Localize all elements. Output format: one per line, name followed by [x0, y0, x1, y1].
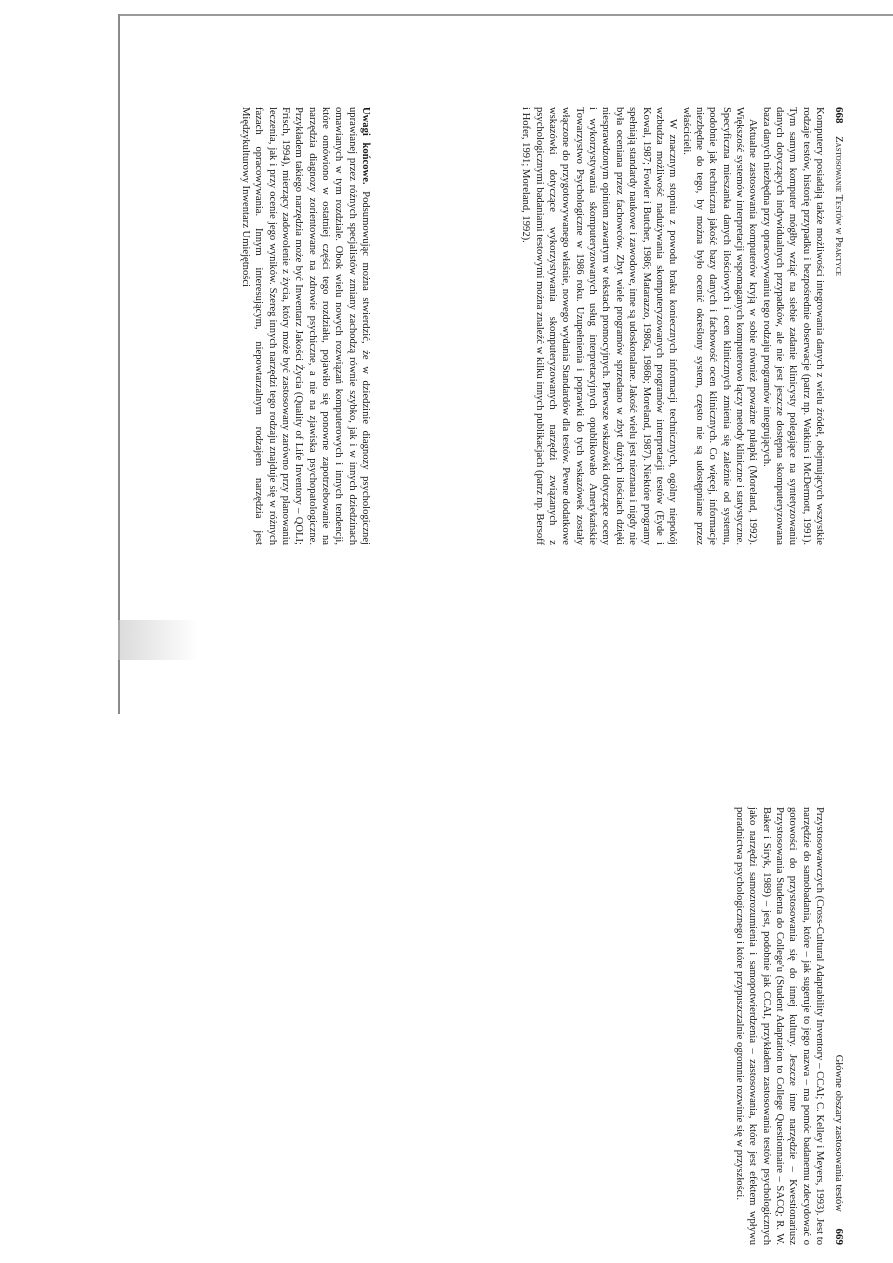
scan-frame-left-edge [118, 14, 120, 714]
scan-binding-shadow [118, 620, 198, 660]
right-page-number: 669 [833, 1228, 845, 1245]
closing-text: Podsumowując można stwierdzić, że w dziedzinie diagnozy psychologicznej uprawianej przez różnych specjalistów zmiany zachodzą równie szybko, jak i w innych dziedzinach omawianych w tym rozdziale. Obok wielu nowych rozwiązań komputerowych i innych tendencji, które omówiono w ostatniej części tego rozdziału, pojawiło się ponowne zapotrzebowanie na narzędzia diagnozy zorientowane na zdrowie psychiczne, a nie na zjawiska psychopatologiczne. Przykładem takiego narzędzia może być Inwentarz Jakości Życia (Quality of Life Inventory – QOLI; Frisch, 1994), mierzący zadowolenie z życia, który może być zastosowany zarówno przy planowaniu leczenia, jak i przy ocenie jego wyników. Szereg innych narzędzi tego rodzaju znajduje się w różnych fazach opracowywania. Innym interesującym, niepowtarzalnym rodzajem narzędzia jest Międzykulturowy Inwentarz Umiejętności [239, 107, 371, 545]
paragraph: Komputery posiadają także możliwości integrowania danych z wielu źródeł, obejmujących wszystkie rodzaje testów, historię przypadku i bezpośrednie obserwacje (patrz np. Watkins i McDermott, 1991). Tym samym komputer mógłby wziąć na siebie zadanie klinicysty polegające na syntetyzowaniu danych dotyczących indywidualnych przypadków, ale nie jest jeszcze dostępna skomputeryzowana baza danych niezbędna przy opracowywaniu tego rodzaju programów integrujących. [760, 107, 825, 545]
right-page-body [733, 807, 826, 1245]
left-page-body [519, 107, 826, 545]
paragraph: W znacznym stopniu z powodu braku koniecznych informacji technicznych, ogólny niepokój wzbudza możliwość nadużywania skomputeryzowanych programów interpretacji testów (Eyde i Kowal, 1987; Fowler i Butcher, 1986; Matarazzo, 1986a, 1986b; Moreland, 1987). Niektóre programy spełniają standardy naukowe i zawodowe, inne są udoskonalane. Jakość wielu jest nieznana i nigdy nie była oceniana przez fachowców. Zbyt wiele programów sprzedano w zbyt dużych ilościach dzięki niesprawdzonym opiniom zawartym w tekstach promocyjnych. Pierwsze wskazówki dotyczące oceny i wykorzystywania skomputeryzowanych usług interpretacyjnych opublikowało Amerykańskie Towarzystwo Psychologiczne w 1986 roku. Uzupełnienia i poprawki do tych wskazówek zostały włączone do przygotowywanego właśnie, nowego wydania Standardów dla testów. Pewne dodatkowe wskazówki dotyczące wykorzystywania skomputeryzowanych narzędzi związanych z psychologicznymi badaniami testowymi można znaleźć w kilku innych publikacjach (patrz np. Bersoff i Hofer, 1991; Moreland, 1992). [520, 107, 679, 545]
paragraph: Aktualne zastosowania komputerów kryją w sobie również poważne pułapki (Moreland, 1992). Większość systemów interpretacji wspomaganych komputerowo łączy metody kliniczne i statystyczne. Specyficzna mieszanka danych ilościowych i ocen klinicznych zmienia się zależnie od systemu, podobnie jak techniczna jakość bazy danych i fachowość ocen klinicznych. Co więcej, informacje niezbędne do tego, by można było ocenić określony system, często nie są udostępniane przez właścicieli. [680, 107, 759, 545]
closing-heading: Uwagi końcowe. [360, 107, 371, 185]
right-running-head: Główne obszary zastosowania testów [833, 1054, 844, 1212]
closing-paragraph [239, 107, 372, 545]
scan-frame-top-edge [118, 14, 893, 16]
left-page-number: 668 [833, 107, 845, 124]
left-page-header [831, 107, 846, 507]
left-running-head: Zastosowanie Testów w Praktyce [833, 136, 844, 276]
right-page-header [831, 807, 846, 1245]
paragraph: Przystosowawczych (Cross-Cultural Adaptability Inventory – CCAI; C. Kelley i Meyers, 1993). Jest to narzędzie do samobadania, które – jak sugeruje to jego nazwa – ma pomóc badanemu zdecydować o gotowości do przystosowania się do innej kultury. Jeszcze inne narzędzie – Kwestionariusz Przystosowania Studenta do College'u (Student Adaptation to College Questionnaire – SACQ; R. W. Baker i Siryk, 1989) – jest, podobnie jak CCAI, przykładem zastosowania testów psychologicznych jako narzędzi samozrozumienia i samopotwierdzenia – zastosowania, które jest efektem wpływu poradnictwa psychologicznego i które przypuszczalnie ogromnie rozwinie się w przyszłości. [733, 807, 825, 1245]
left-page-closing [239, 107, 372, 545]
